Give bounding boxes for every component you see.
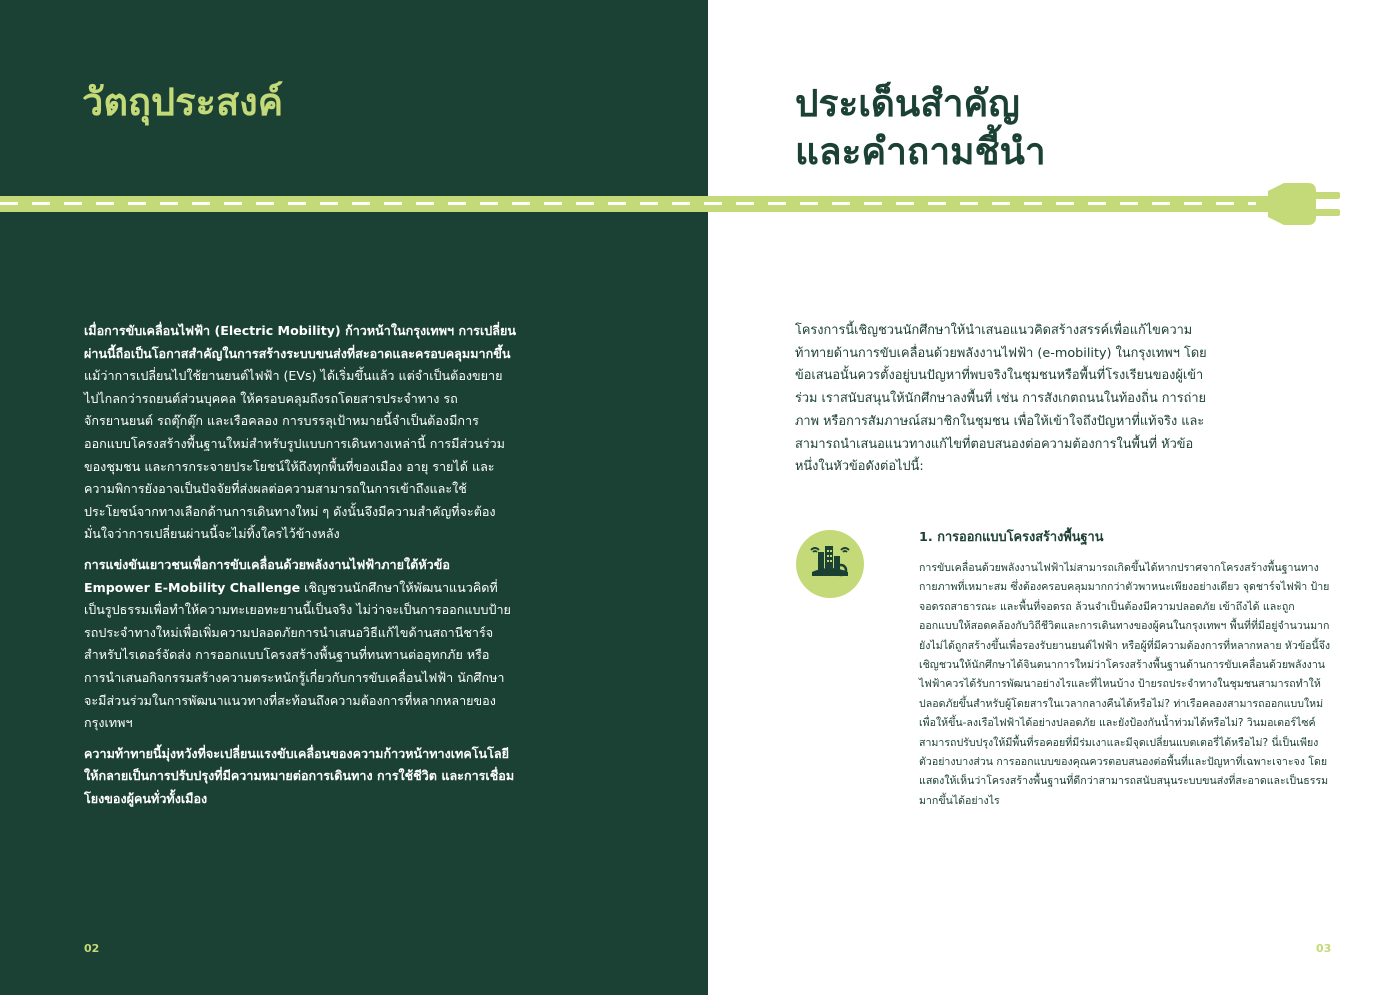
objectives-paragraph-2-lead: การแข่งขันเยาวชนเพื่อการขับเคลื่อนด้วยพลังงานไฟฟ้าภายใต้หัวข้อ Empower E-Mobility Challenge xyxy=(84,556,450,595)
objectives-paragraph-1-text: แม้ว่าการเปลี่ยนไปใช้ยานยนต์ไฟฟ้า (EVs) ได้เริ่มขึ้นแล้ว แต่จำเป็นต้องขยายไปไกลกว่ารถยนต์ส่วนบุคคล ให้ครอบคลุมถึงรถโดยสารประจำทาง รถจักรยานยนต์ รถตุ๊กตุ๊ก และเรือคลอง การบรรลุเป้าหมายนี้จำเป็นต้องมีการออกแบบโครงสร้างพื้นฐานใหม่สำหรับรูปแบบการเดินทางเหล่านี้ การมีส่วนร่วมของชุมชน และการกระจายประโยชน์ให้ถึงทุกพื้นที่ของเมือง อายุ รายได้ และความพิการยังอาจเป็นปัจจัยที่ส่งผลต่อความสามารถในการเข้าถึงและใช้ประโยชน์จากทางเลือกด้านการเดินทางใหม่ ๆ ดังนั้นจึงมีความสำคัญที่จะต้องมั่นใจว่าการเปลี่ยนผ่านนี้จะไม่ทิ้งใครไว้ข้างหลัง xyxy=(84,368,505,542)
objectives-paragraph-2-text: เชิญชวนนักศึกษาให้พัฒนาแนวคิดที่เป็นรูปธรรมเพื่อทำให้ความทะเยอทะยานนี้เป็นจริง ไม่ว่าจะเป็นการออกแบบป้ายรถประจำทางใหม่เพื่อเพิ่มความปลอดภัยการนำเสนอวิธีแก้ไขด้านสถานีชาร์จสำหรับไรเดอร์จัดส่ง การออกแบบโครงสร้างพื้นฐานที่ทนทานต่ออุทกภัย หรือการนำเสนอกิจกรรมสร้างความตระหนักรู้เกี่ยวกับการขับเคลื่อนไฟฟ้า นักศึกษาจะมีส่วนร่วมในการพัฒนาแนวทางที่สะท้อนถึงความต้องการที่หลากหลายของกรุงเทพฯ xyxy=(84,579,511,731)
page-number-right: 03 xyxy=(1316,942,1332,955)
key-issues-title-line-1: ประเด็นสำคัญ xyxy=(795,82,1020,125)
key-issues-intro: โครงการนี้เชิญชวนนักศึกษาให้นำเสนอแนวคิดสร้างสรรค์เพื่อแก้ไขความท้าทายด้านการขับเคลื่อนด้วยพลังงานไฟฟ้า (e-mobility) ในกรุงเทพฯ โดยข้อเสนอนั้นควรตั้งอยู่บนปัญหาที่พบจริงในชุมชนหรือพื้นที่โรงเรียนของผู้เข้าร่วม เราสนับสนุนให้นักศึกษาลงพื้นที่ เช่น การสังเกตถนนในท้องถิ่น การถ่ายภาพ หรือการสัมภาษณ์สมาชิกในชุมชน เพื่อให้เข้าใจถึงปัญหาที่แท้จริง และสามารถนำเสนอแนวทางแก้ไขที่ตอบสนองต่อความต้องการในพื้นที่ หัวข้อหนึ่งในหัวข้อดังต่อไปนี้: xyxy=(795,323,1207,475)
smart-city-infrastructure-icon xyxy=(808,542,852,586)
section-1-title: 1. การออกแบบโครงสร้างพื้นฐาน xyxy=(919,530,1104,545)
plug-icon xyxy=(1256,178,1344,230)
objectives-paragraph-1-lead: เมื่อการขับเคลื่อนไฟฟ้า (Electric Mobility) ก้าวหน้าในกรุงเทพฯ การเปลี่ยนผ่านนี้ถือเป็นโอกาสสำคัญในการสร้างระบบขนส่งที่สะอาดและครอบคลุมมากขึ้น xyxy=(84,323,516,361)
section-1-icon-badge xyxy=(796,530,864,598)
key-issues-title xyxy=(795,80,1046,176)
objectives-paragraph-2 xyxy=(84,554,516,735)
road-dash-line xyxy=(0,202,1290,205)
section-1-body: การขับเคลื่อนด้วยพลังงานไฟฟ้าไม่สามารถเกิดขึ้นได้หากปราศจากโครงสร้างพื้นฐานทางกายภาพที่เหมาะสม ซึ่งต้องครอบคลุมมากกว่าตัวพาหนะเพียงอย่างเดียว จุดชาร์จไฟฟ้า ป้ายจอดรถสาธารณะ และพื้นที่จอดรถ ล้วนจำเป็นต้องมีความปลอดภัย เข้าถึงได้ และถูกออกแบบให้สอดคล้องกับวิถีชีวิตและการเดินทางของผู้คนในกรุงเทพฯ พื้นที่ที่มีอยู่จำนวนมากยังไม่ได้ถูกสร้างขึ้นเพื่อรองรับยานยนต์ไฟฟ้า หรือผู้ที่มีความต้องการที่หลากหลาย หัวข้อนี้จึงเชิญชวนให้นักศึกษาได้จินตนาการใหม่ว่าโครงสร้างพื้นฐานด้านการขับเคลื่อนด้วยพลังงานไฟฟ้าควรได้รับการพัฒนาอย่างไรและที่ไหนบ้าง ป้ายรถประจำทางในชุมชนสามารถทำให้ปลอดภัยขึ้นสำหรับผู้โดยสารในเวลากลางคืนได้หรือไม่? ท่าเรือคลองสามารถออกแบบใหม่เพื่อให้ขึ้น-ลงเรือไฟฟ้าได้อย่างปลอดภัย และยังป้องกันน้ำท่วมได้หรือไม่? วินมอเตอร์ไซค์สามารถปรับปรุงให้มีพื้นที่รอคอยที่มีร่มเงาและมีจุดเปลี่ยนแบตเตอรี่ได้หรือไม่? นี่เป็นเพียงตัวอย่างบางส่วน การออกแบบของคุณควรตอบสนองต่อพื้นที่และปัญหาที่เฉพาะเจาะจง โดยแสดงให้เห็นว่าโครงสร้างพื้นฐานที่ดีกว่าสามารถสนับสนุนระบบขนส่งที่สะอาดและเป็นธรรมมากขึ้นได้อย่างไร xyxy=(919,562,1331,807)
objectives-body xyxy=(84,320,516,818)
key-issues-title-line-2: และคำถามชี้นำ xyxy=(795,130,1046,173)
objectives-paragraph-3-lead: ความท้าทายนี้มุ่งหวังที่จะเปลี่ยนแรงขับเคลื่อนของความก้าวหน้าทางเทคโนโลยีให้กลายเป็นการปรับปรุงที่มีความหมายต่อการเดินทาง การใช้ชีวิต และการเชื่อมโยงของผู้คนทั่วทั้งเมือง xyxy=(84,745,515,806)
objectives-paragraph-3 xyxy=(84,743,516,811)
objectives-title: วัตถุประสงค์ xyxy=(82,80,284,124)
objectives-paragraph-1 xyxy=(84,320,516,546)
page-number-left: 02 xyxy=(84,942,100,955)
